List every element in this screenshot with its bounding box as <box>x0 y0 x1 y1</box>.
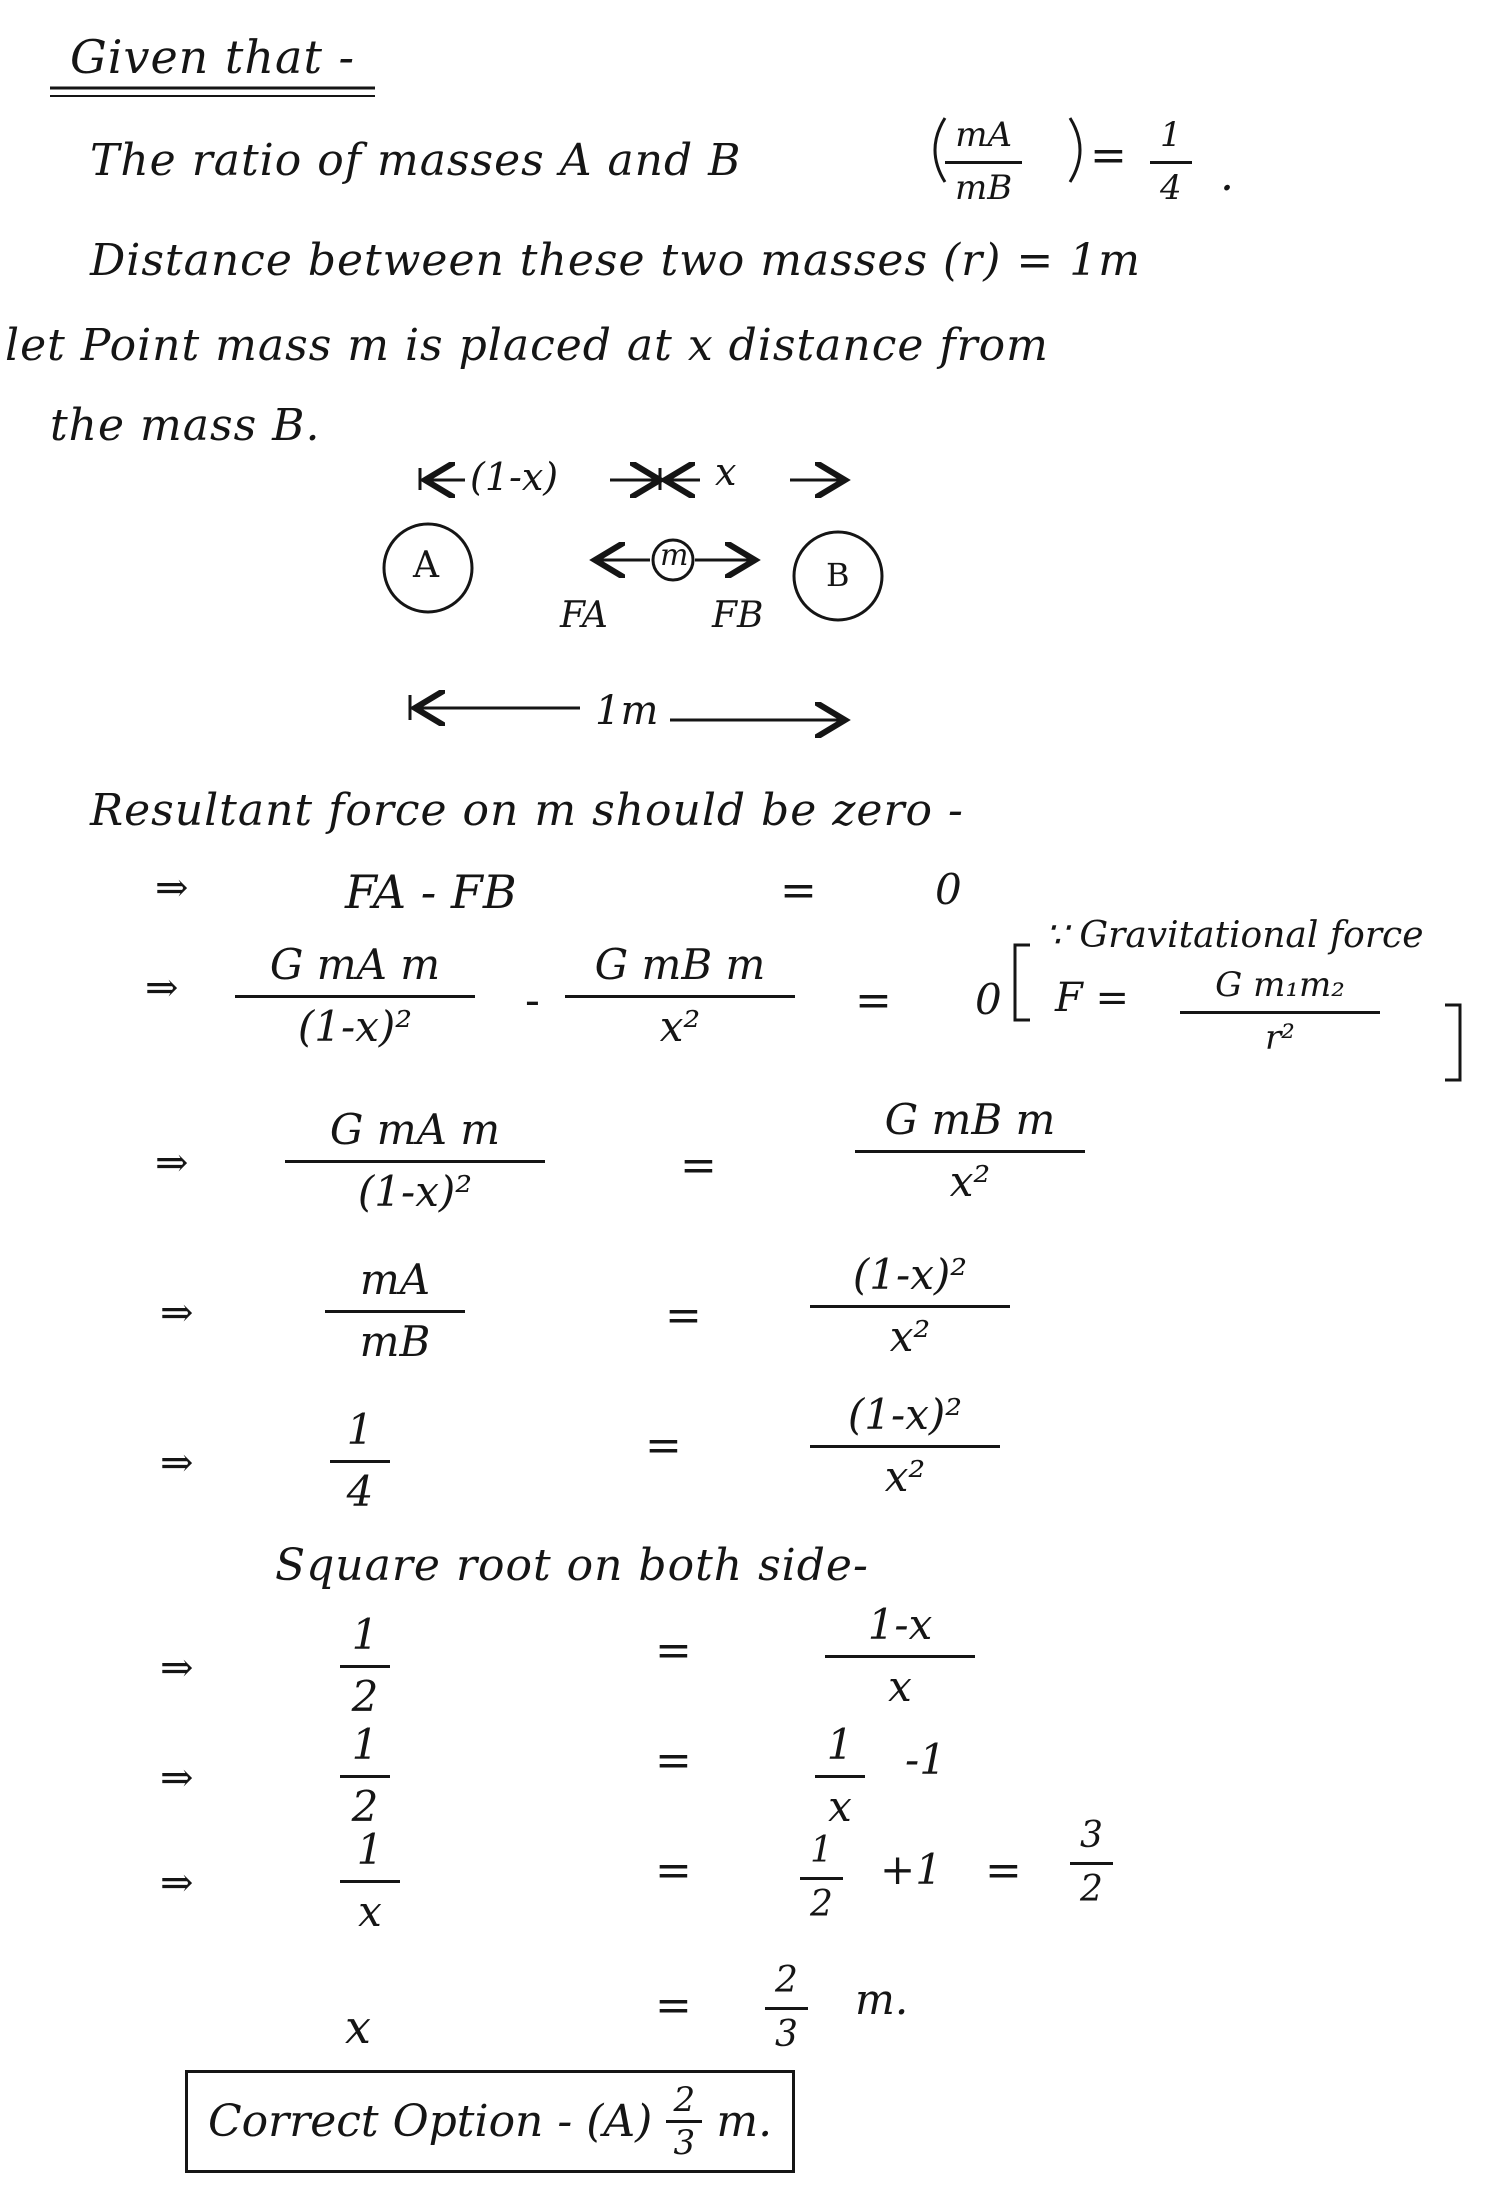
step6-right-den: x <box>888 1662 912 1711</box>
step5-left <box>330 1405 390 1516</box>
heading: Given that - <box>70 30 356 84</box>
fraction-bar <box>285 1160 545 1163</box>
step8-equals-2: = <box>985 1845 1022 1896</box>
implies-symbol: ⇒ <box>145 965 179 1011</box>
step1-equals: = <box>780 865 817 916</box>
step8-tail: +1 <box>880 1845 942 1894</box>
fraction-bar <box>340 1665 390 1668</box>
force-b-label: FB <box>712 595 764 636</box>
answer-num: 2 <box>673 2080 696 2120</box>
bottom-dimension: 1m <box>595 688 659 734</box>
step5-left-den: 4 <box>346 1467 374 1516</box>
step6-left <box>340 1610 390 1721</box>
gravitational-formula <box>1180 965 1380 1058</box>
step5-right <box>810 1390 1000 1501</box>
implies-symbol: ⇒ <box>155 865 189 911</box>
step2-term1 <box>235 940 475 1051</box>
step9-result-num: 2 <box>775 1960 798 2001</box>
step2-term1-num: G mA m <box>269 940 441 989</box>
implies-symbol: ⇒ <box>160 1860 194 1906</box>
fraction-bar <box>810 1445 1000 1448</box>
step9-unit: m. <box>855 1975 909 2024</box>
step6-left-den: 2 <box>351 1672 379 1721</box>
fraction-bar <box>340 1775 390 1778</box>
period: . <box>1220 150 1235 201</box>
step7-right-den: x <box>828 1782 852 1831</box>
step5-right-num: (1-x)² <box>847 1390 963 1439</box>
resultant-statement: Resultant force on m should be zero - <box>90 785 964 836</box>
step4-right-den: x² <box>889 1312 931 1361</box>
distance-statement: Distance between these two masses (r) = 1m <box>90 235 1141 286</box>
step3-right-den: x² <box>949 1157 991 1206</box>
fraction-bar <box>565 995 795 998</box>
step2-term2-den: x² <box>659 1002 701 1051</box>
step4-right-num: (1-x)² <box>852 1250 968 1299</box>
implies-symbol: ⇒ <box>160 1755 194 1801</box>
step8-left-den: x <box>358 1887 382 1936</box>
fraction-bar <box>325 1310 465 1313</box>
step5-left-num: 1 <box>346 1405 374 1454</box>
fraction-bar <box>330 1460 390 1463</box>
step9-left: x <box>345 2000 371 2054</box>
equals-sign: = <box>1090 130 1127 181</box>
step6-right-num: 1-x <box>867 1600 933 1649</box>
fraction-bar <box>815 1775 865 1778</box>
step1-left: FA - FB <box>345 865 517 919</box>
step2-term1-den: (1-x)² <box>297 1002 413 1051</box>
fraction-bar <box>765 2007 808 2010</box>
step6-equals: = <box>655 1625 692 1676</box>
ratio-statement: The ratio of masses A and B <box>90 135 742 186</box>
step8-result <box>1070 1815 1113 1910</box>
step6-left-num: 1 <box>351 1610 379 1659</box>
fraction-bar <box>235 995 475 998</box>
mass-ratio-numerator: mA <box>955 115 1013 155</box>
answer-text: Correct Option - (A) <box>208 2096 653 2147</box>
placement-statement-cont: the mass B. <box>50 400 321 451</box>
step7-left-den: 2 <box>351 1782 379 1831</box>
top-right-dimension: x <box>715 450 737 494</box>
step3-left-den: (1-x)² <box>357 1167 473 1216</box>
step8-result-num: 3 <box>1080 1815 1103 1856</box>
fraction-bar <box>800 1877 843 1880</box>
implies-symbol: ⇒ <box>160 1440 194 1486</box>
step6-right <box>825 1600 975 1711</box>
step4-left-num: mA <box>359 1255 431 1304</box>
top-left-dimension: (1-x) <box>470 455 559 499</box>
answer-fraction <box>666 2080 702 2163</box>
step7-tail: -1 <box>905 1735 946 1784</box>
answer-box <box>185 2070 795 2173</box>
step7-right <box>815 1720 865 1831</box>
step4-equals: = <box>665 1290 702 1341</box>
placement-statement: let Point mass m is placed at x distance from <box>5 320 1049 371</box>
step5-equals: = <box>645 1420 682 1471</box>
step2-minus: - <box>525 975 540 1026</box>
step7-left <box>340 1720 390 1831</box>
step2-term2 <box>565 940 795 1051</box>
answer-unit: m. <box>716 2096 773 2147</box>
ratio-value-numerator: 1 <box>1160 115 1182 155</box>
step3-left <box>285 1105 545 1216</box>
step9-result <box>765 1960 808 2055</box>
step4-right <box>810 1250 1010 1361</box>
step9-result-den: 3 <box>775 2014 798 2055</box>
fraction-bar <box>1070 1862 1113 1865</box>
fraction-bar <box>810 1305 1010 1308</box>
implies-symbol: ⇒ <box>160 1290 194 1336</box>
fraction-bar <box>855 1150 1085 1153</box>
step8-equals: = <box>655 1845 692 1896</box>
step3-left-num: G mA m <box>329 1105 501 1154</box>
fraction-bar <box>340 1880 400 1883</box>
step2-equals: = <box>855 975 892 1026</box>
step8-middle-num: 1 <box>810 1830 833 1871</box>
point-mass-label: m <box>660 538 689 573</box>
mass-a-label: A <box>413 545 439 586</box>
gravitational-note-title: ∵ Gravitational force <box>1045 915 1424 956</box>
gravitational-formula-den: r² <box>1265 1018 1295 1058</box>
step4-left <box>325 1255 465 1366</box>
answer-den: 3 <box>673 2123 696 2163</box>
step3-equals: = <box>680 1140 717 1191</box>
square-root-note: Square root on both side- <box>275 1540 869 1591</box>
step3-right-num: G mB m <box>884 1095 1056 1144</box>
fraction-bar <box>1180 1011 1380 1014</box>
ratio-value-denominator: 4 <box>1160 168 1182 208</box>
gravitational-note-lhs: F = <box>1055 975 1129 1021</box>
implies-symbol: ⇒ <box>155 1140 189 1186</box>
step3-right <box>855 1095 1085 1206</box>
step7-equals: = <box>655 1735 692 1786</box>
step7-left-num: 1 <box>351 1720 379 1769</box>
implies-symbol: ⇒ <box>160 1645 194 1691</box>
force-a-label: FA <box>560 595 608 636</box>
gravitational-formula-num: G m₁m₂ <box>1215 965 1345 1005</box>
step7-right-num: 1 <box>826 1720 854 1769</box>
step8-left-num: 1 <box>356 1825 384 1874</box>
step8-middle <box>800 1830 843 1925</box>
mass-ratio-denominator: mB <box>955 168 1013 208</box>
step2-term2-num: G mB m <box>594 940 766 989</box>
step9-equals: = <box>655 1980 692 2031</box>
step8-left <box>340 1825 400 1936</box>
step5-right-den: x² <box>884 1452 926 1501</box>
step4-left-den: mB <box>359 1317 431 1366</box>
step2-right: 0 <box>975 975 1002 1024</box>
step1-right: 0 <box>935 865 962 914</box>
step8-result-den: 2 <box>1080 1869 1103 1910</box>
mass-b-label: B <box>826 556 850 594</box>
step8-middle-den: 2 <box>810 1884 833 1925</box>
fraction-bar <box>825 1655 975 1658</box>
